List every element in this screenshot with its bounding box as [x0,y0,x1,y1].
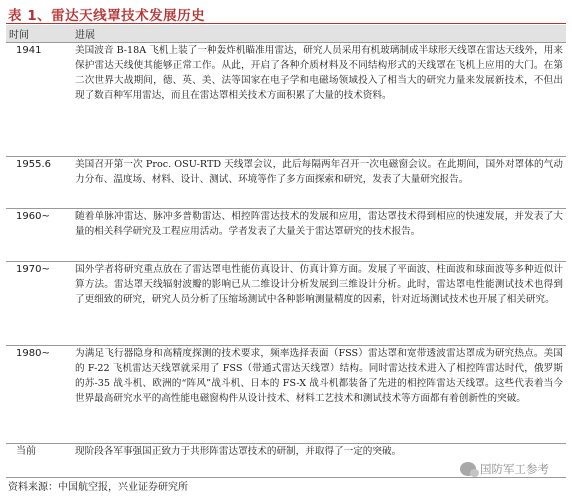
wechat-logo-icon [460,462,476,476]
row-time: 1970~ [6,262,72,346]
table-row [6,157,566,209]
table-row [6,262,566,346]
row-text: 美国波音 B-18A 飞机上装了一种轰炸机瞄准用雷达，研究人员采用有机玻璃制成半球形天线罩在雷达天线外，用来保护雷达天线使其能够正常工作。从此，开启了各种介质材料及不同结构形式的天线罩在飞机上应用的大门。在第二次世界大战期间，德、英、美、法等国家在电子学和电磁场领域投入了相当大的研究力量来发展新技术，不但出现了数百种军用雷达，而且在雷达罩相关技术方面积累了大量的技术资料。 [72,43,566,157]
table-row [6,43,566,157]
watermark-text: 国防军工参考 [480,462,549,476]
header-time: 时间 [6,25,72,43]
row-time: 当前 [6,444,72,478]
row-text: 为满足飞行器隐身和高精度探测的技术要求，频率选择表面（FSS）雷达罩和宽带透波雷达罩成为研究热点。美国的 F-22 飞机雷达天线罩就采用了 FSS（带通式雷达天线罩）结构。同时雷达技术进入了相控阵雷达时代，俄罗斯的苏-35 战斗机、欧洲的“阵风”战斗机、日本的 FS-X 战斗机都装备了先进的相控阵雷达天线罩。这些代表着当今世界最高研究水平的高性能电磁窗构件从设计技术、材料工艺技术和测试技术等方面都有着创新性的突破。 [72,346,566,444]
title-rule [6,23,566,24]
row-time: 1955.6 [6,157,72,209]
table-row [6,346,566,444]
row-text: 现阶段各军事强国正致力于共形阵雷达罩技术的研制，并取得了一定的突破。 [72,444,566,478]
row-time: 1941 [6,43,72,157]
source-note: 资料来源：中国航空报，兴业证券研究所 [8,482,188,493]
watermark [460,461,549,477]
table-row [6,209,566,262]
row-text: 随着单脉冲雷达、脉冲多普勒雷达、相控阵雷达技术的发展和应用，雷达罩技术得到相应的快速发展，并发表了大量的相关科学研究及工程应用活动。学者发表了大量关于雷达罩研究的技术报告。 [72,209,566,262]
row-time: 1960~ [6,209,72,262]
row-time: 1980~ [6,346,72,444]
table-header-row [6,25,566,43]
history-table [6,25,566,478]
header-progress: 进展 [72,25,566,43]
row-text: 国外学者将研究重点放在了雷达罩电性能仿真设计、仿真计算方面。发展了平面波、柱面波和球面波等多种近似计算方法。雷达罩天线辐射波瓣的影响已从二维设计分析发展到三维设计分析。此时，雷达罩电性能测试技术也得到了更细致的研究，研究人员分析了压缩场测试中各种影响测量精度的因素，针对近场测试技术也开展了相关研究。 [72,262,566,346]
table-title: 表 1、雷达天线罩技术发展历史 [8,8,206,24]
row-text: 美国召开第一次 Proc. OSU-RTD 天线罩会议，此后每隔两年召开一次电磁窗会议。在此期间，国外对罩体的气动力分布、温度场、材料、设计、测试、环境等作了多方面探索和研究，发表了大量研究报告。 [72,157,566,209]
